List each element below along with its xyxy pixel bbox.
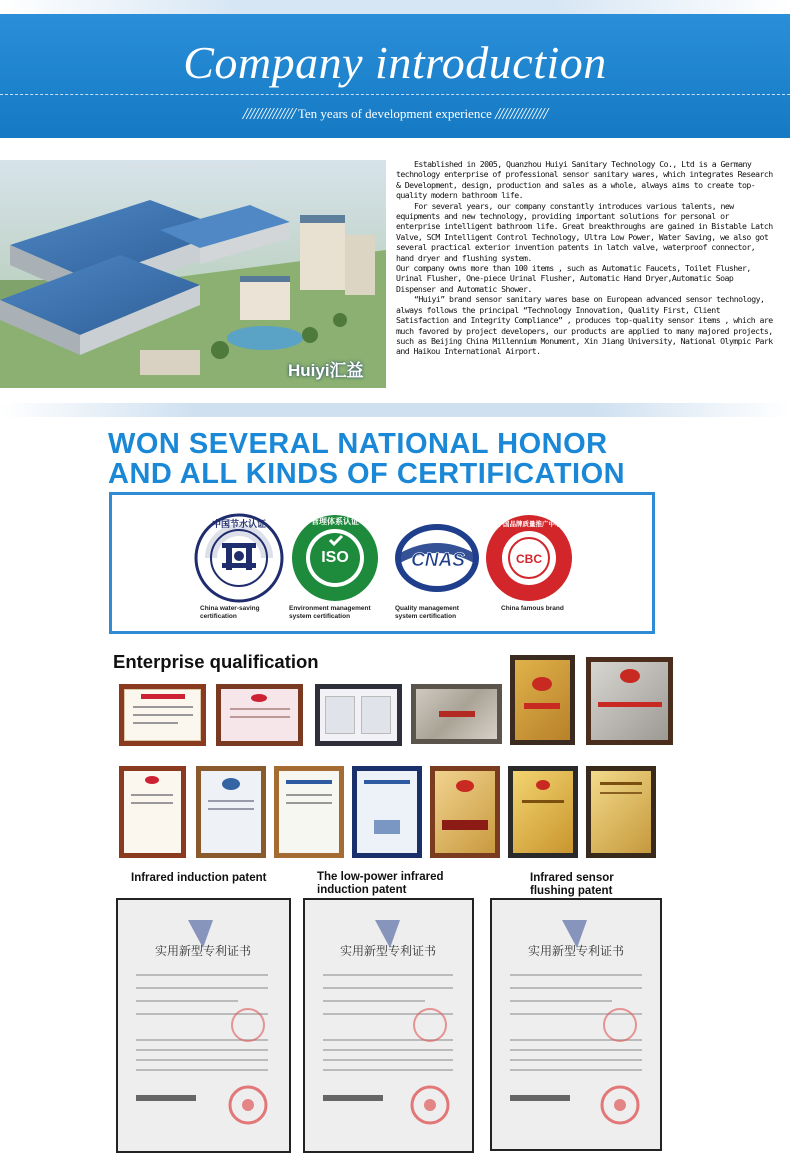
company-intro-text bbox=[396, 159, 774, 357]
cnas-text: CNAS bbox=[411, 550, 465, 571]
badge-label-line: China water-saving bbox=[200, 605, 260, 612]
top-gradient-bar bbox=[0, 0, 790, 14]
section-divider bbox=[0, 403, 790, 417]
enterprise-qualification-title: Enterprise qualification bbox=[113, 651, 319, 672]
patent-title-line: Infrared induction patent bbox=[131, 872, 267, 884]
badge-label-line: system certification bbox=[395, 612, 457, 620]
badge-ring-text: 中国节水认证 bbox=[211, 520, 267, 530]
badge-label-quality bbox=[395, 605, 459, 620]
badge-label-line: Environment management bbox=[289, 605, 371, 612]
intro-paragraph: For several years, our company constantly introduces various talents, new equipments and new technology, providing important solutions for personal or enterprise intelligent bathroom life. Great breakthroughs are gained in Bistable Latch Valve, SCM Intelligent Control Technology, Ultra Low Power, Water Saving, we also got several practical exterior invention patents in latch valve, waterproof connector, hand dryer and flushing system. bbox=[396, 200, 773, 263]
cnas-seal-icon bbox=[392, 513, 482, 603]
water-saving-seal-icon bbox=[194, 513, 284, 603]
badge-label-famous-brand bbox=[501, 605, 564, 613]
patent-title-3 bbox=[530, 872, 614, 898]
slashes-left: ////////////// bbox=[242, 104, 295, 123]
badge-label-line: certification bbox=[200, 612, 237, 620]
honor-heading-line1: WON SEVERAL NATIONAL HONOR bbox=[108, 428, 608, 460]
intro-paragraph: Established in 2005, Quanzhou Huiyi Sanitary Technology Co., Ltd is a Germany technology enterprise of professional sensor sanitary wares, which integrates Research & Development, design, production and sales as a whole, always aims to create top-quality modern bathroom life. bbox=[396, 159, 773, 201]
certification-box bbox=[109, 492, 655, 634]
badge-label-line: China famous brand bbox=[501, 605, 564, 612]
certificate-frame bbox=[119, 766, 186, 858]
patent-title-line: Infrared sensor bbox=[530, 872, 614, 884]
badge-label-line: system certification bbox=[289, 612, 351, 620]
patent-certificate-2 bbox=[303, 898, 474, 1153]
badge-label-water-saving bbox=[200, 605, 260, 620]
patent-doc-title: 实用新型专利证书 bbox=[339, 944, 437, 958]
patent-title-line: induction patent bbox=[317, 884, 407, 896]
patent-doc-title: 实用新型专利证书 bbox=[154, 944, 252, 958]
patent-doc-title: 实用新型专利证书 bbox=[527, 944, 625, 958]
plaque-frame bbox=[510, 655, 575, 745]
patent-certificate-3 bbox=[490, 898, 662, 1151]
slashes-right: ////////////// bbox=[495, 104, 548, 123]
plaque-frame bbox=[411, 684, 502, 744]
badge-label-line: Quality management bbox=[395, 605, 459, 612]
header-banner bbox=[0, 14, 790, 138]
badge-ring-text: 中国品牌质量推广中心 bbox=[496, 520, 562, 528]
patent-title-line: The low-power infrared bbox=[317, 871, 444, 883]
patent-title-2 bbox=[317, 871, 444, 897]
intro-paragraph: Our company owns more than 100 items , such as Automatic Faucets, Toilet Flusher, Urinal Flusher, One-piece Urinal Flusher, Automatic Hand Dryer,Automatic Soap Dispenser and Automatic Shower. bbox=[396, 263, 751, 294]
badge-label-environment bbox=[289, 605, 371, 620]
certificate-frame bbox=[216, 684, 303, 746]
patent-title-line: flushing patent bbox=[530, 885, 613, 897]
cbc-text: CBC bbox=[516, 552, 542, 566]
certificate-frame bbox=[315, 684, 402, 746]
patent-certificate-1 bbox=[116, 898, 291, 1153]
iso-14001-seal-icon bbox=[290, 513, 380, 603]
certificate-frame bbox=[196, 766, 266, 858]
certificate-frame bbox=[119, 684, 206, 746]
banner-subtitle bbox=[0, 104, 790, 124]
certificate-frame bbox=[274, 766, 344, 858]
cbc-seal-icon bbox=[484, 513, 574, 603]
certificate-frame bbox=[430, 766, 500, 858]
plaque-frame bbox=[508, 766, 578, 858]
iso-text: ISO bbox=[321, 549, 349, 566]
banner-dashed-divider bbox=[0, 94, 790, 95]
plaque-frame bbox=[586, 657, 673, 745]
subtitle-text: Ten years of development experience bbox=[297, 106, 492, 121]
honor-heading-line2: AND ALL KINDS OF CERTIFICATION bbox=[108, 458, 626, 490]
factory-aerial-image bbox=[0, 160, 386, 388]
page-title: Company introduction bbox=[183, 37, 607, 88]
huiyi-logo: Huiyi汇益 bbox=[288, 361, 364, 380]
plaque-frame bbox=[586, 766, 656, 858]
intro-paragraph: “Huiyi” brand sensor sanitary wares base on European advanced sensor technology, always follows the principal “Technology Innovation, Quality First, Client Satisfaction and Integrity Compliance” , produces top-quality sensor items , which are much favored by project developers, our products are applied to many majored projects, such as Beijing China Millennium Monument, Xin Jiang University, National Olympic Park and Haikou International Airport. bbox=[396, 294, 773, 357]
badge-ring-text: 管理体系认证 bbox=[311, 517, 359, 526]
iso-number: 14001 bbox=[322, 569, 348, 579]
certificate-frame bbox=[352, 766, 422, 858]
patent-title-1 bbox=[131, 872, 266, 885]
